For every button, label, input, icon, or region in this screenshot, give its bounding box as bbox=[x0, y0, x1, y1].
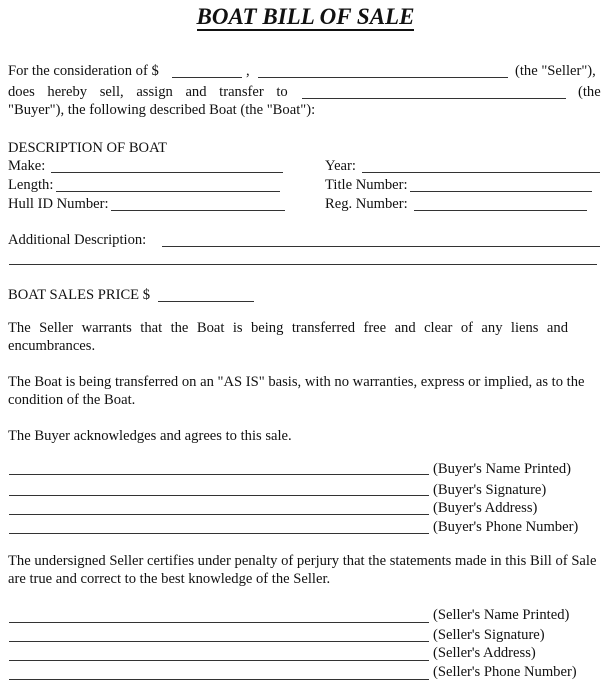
sales-price-label: BOAT SALES PRICE $ bbox=[8, 287, 151, 303]
warranty-paragraph: The Seller warrants that the Boat is being transferred free and clear of any liens and encumbrances. bbox=[8, 320, 568, 354]
document-title: BOAT BILL OF SALE bbox=[196, 4, 415, 29]
additional-description-field-line-2[interactable] bbox=[9, 264, 597, 265]
intro-line-2-prefix: does hereby sell, assign and transfer to bbox=[8, 84, 288, 100]
buyer-name-printed-line[interactable] bbox=[9, 474, 429, 475]
reg-number-field[interactable] bbox=[414, 210, 587, 211]
buyer-phone-line[interactable] bbox=[9, 533, 429, 534]
seller-name-printed-label: (Seller's Name Printed) bbox=[433, 607, 570, 623]
additional-description-field[interactable] bbox=[162, 246, 600, 247]
seller-signature-line[interactable] bbox=[9, 641, 429, 642]
buyer-name-printed-label: (Buyer's Name Printed) bbox=[433, 461, 571, 477]
seller-address-line[interactable] bbox=[9, 660, 429, 661]
buyer-signature-label: (Buyer's Signature) bbox=[433, 482, 547, 498]
seller-name-printed-line[interactable] bbox=[9, 622, 429, 623]
seller-phone-label: (Seller's Phone Number) bbox=[433, 664, 577, 680]
buyer-address-line[interactable] bbox=[9, 514, 429, 515]
buyer-address-label: (Buyer's Address) bbox=[433, 500, 538, 516]
make-field[interactable] bbox=[51, 172, 283, 173]
intro-line-2-suffix: (the bbox=[578, 84, 601, 100]
seller-name-field[interactable] bbox=[258, 77, 508, 78]
hull-id-field[interactable] bbox=[111, 210, 285, 211]
certify-paragraph: The undersigned Seller certifies under penalty of perjury that the statements made in this Bill of Sale are true and correct to the best knowledge of the Seller. bbox=[8, 553, 597, 587]
hull-id-label: Hull ID Number: bbox=[8, 196, 109, 212]
reg-number-label: Reg. Number: bbox=[325, 196, 408, 212]
intro-line-1-sep: , bbox=[246, 63, 250, 79]
as-is-paragraph: The Boat is being transferred on an "AS IS" basis, with no warranties, express or implied, as to the condition of the Boat. bbox=[8, 374, 585, 408]
intro-line-1-prefix: For the consideration of $ bbox=[8, 63, 159, 79]
title-number-field[interactable] bbox=[410, 191, 592, 192]
buyer-phone-label: (Buyer's Phone Number) bbox=[433, 519, 579, 535]
consideration-amount-field[interactable] bbox=[172, 77, 242, 78]
acknowledge-paragraph: The Buyer acknowledges and agrees to this sale. bbox=[8, 428, 292, 444]
buyer-signature-line[interactable] bbox=[9, 495, 429, 496]
seller-phone-line[interactable] bbox=[9, 679, 429, 680]
length-label: Length: bbox=[8, 177, 54, 193]
intro-line-3: "Buyer"), the following described Boat (the "Boat"): bbox=[8, 102, 316, 118]
description-heading: DESCRIPTION OF BOAT bbox=[8, 140, 167, 156]
intro-line-1-suffix: (the "Seller"), bbox=[515, 63, 596, 79]
make-label: Make: bbox=[8, 158, 46, 174]
length-field[interactable] bbox=[56, 191, 280, 192]
seller-address-label: (Seller's Address) bbox=[433, 645, 536, 661]
buyer-name-field[interactable] bbox=[302, 98, 566, 99]
sales-price-field[interactable] bbox=[158, 301, 254, 302]
year-field[interactable] bbox=[362, 172, 600, 173]
year-label: Year: bbox=[325, 158, 356, 174]
title-number-label: Title Number: bbox=[325, 177, 408, 193]
additional-description-label: Additional Description: bbox=[8, 232, 147, 248]
seller-signature-label: (Seller's Signature) bbox=[433, 627, 545, 643]
